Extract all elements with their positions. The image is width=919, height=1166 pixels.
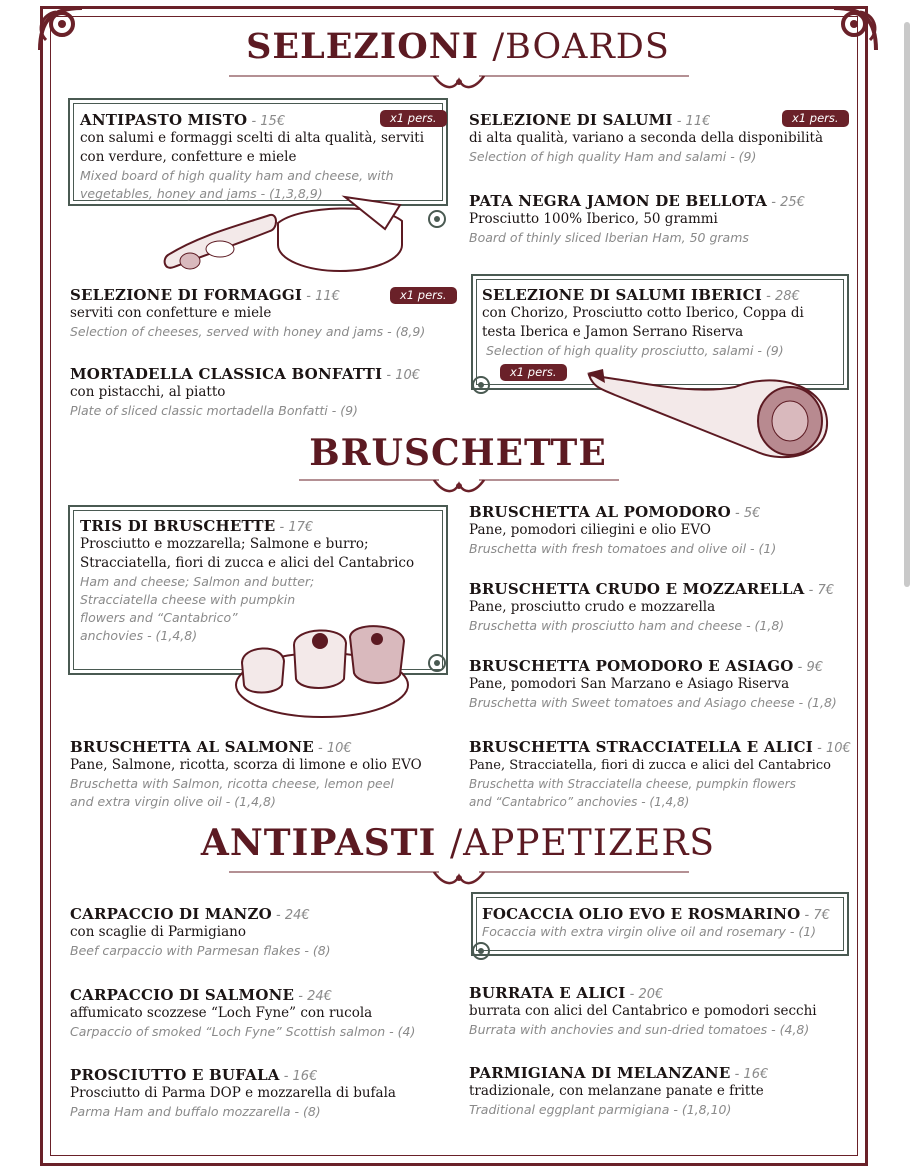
- item-english: Selection of cheeses, served with honey and jams - (8,9): [70, 324, 426, 339]
- item-english: Bruschetta with Sweet tomatoes and Asiago cheese - (1,8): [469, 695, 837, 710]
- item-english: Board of thinly sliced Iberian Ham, 50 grams: [469, 230, 749, 245]
- menu-item-pata-negra: [469, 191, 805, 247]
- item-english: Ham and cheese; Salmon and butter;: [80, 574, 315, 589]
- menu-item-bruschetta-pomodoro: [469, 502, 776, 558]
- menu-item-selezione-formaggi: [70, 285, 425, 341]
- item-english: Bruschetta with Stracciatella cheese, pumpkin flowers: [469, 777, 796, 791]
- item-name: CARPACCIO DI SALMONE: [70, 986, 295, 1004]
- item-price: - 16€: [279, 1069, 318, 1084]
- item-english: Bruschetta with Salmon, ricotta cheese, lemon peel: [70, 776, 394, 791]
- item-english: Carpaccio of smoked “Loch Fyne” Scottish salmon - (4): [70, 1024, 416, 1039]
- per-person-badge: x1 pers.: [782, 110, 849, 127]
- item-name: PARMIGIANA DI MELANZANE: [469, 1064, 731, 1082]
- item-description: Prosciutto e mozzarella; Salmone e burro;: [80, 536, 369, 552]
- item-name: PROSCIUTTO E BUFALA: [70, 1066, 280, 1084]
- item-english: and extra virgin olive oil - (1,4,8): [70, 794, 276, 809]
- item-description: Pane, prosciutto crudo e mozzarella: [469, 599, 716, 615]
- menu-item-bruschetta-asiago: [469, 656, 837, 712]
- item-price: - 28€: [761, 289, 800, 304]
- item-name: TRIS DI BRUSCHETTE: [80, 517, 276, 535]
- item-name: PATA NEGRA JAMON DE BELLOTA: [469, 192, 768, 210]
- section-title-main: BRUSCHETTE: [309, 432, 607, 474]
- item-english: Selection of high quality prosciutto, salami - (9): [486, 343, 784, 358]
- item-description: con salumi e formaggi scelti di alta qualità, serviti: [80, 130, 425, 146]
- per-person-badge: x1 pers.: [500, 364, 567, 381]
- item-english: Mixed board of high quality ham and cheese, with: [80, 168, 394, 183]
- item-price: - 20€: [625, 987, 664, 1002]
- item-price: - 11€: [302, 289, 340, 304]
- item-english: flowers and “Cantabrico”: [80, 610, 238, 625]
- box-swirl-ornament-icon: [468, 372, 494, 398]
- item-name: BRUSCHETTA POMODORO E ASIAGO: [469, 657, 794, 675]
- item-name: MORTADELLA CLASSICA BONFATTI: [70, 365, 383, 383]
- item-english: Traditional eggplant parmigiana - (1,8,10): [469, 1102, 732, 1117]
- item-description: con verdure, confetture e miele: [80, 149, 297, 165]
- item-description: affumicato scozzese “Loch Fyne” con rucola: [70, 1005, 373, 1021]
- item-description: con scaglie di Parmigiano: [70, 924, 246, 940]
- item-name: BRUSCHETTA CRUDO E MOZZARELLA: [469, 580, 805, 598]
- menu-item-carpaccio-manzo: [70, 904, 331, 960]
- menu-item-burrata-alici: [469, 983, 817, 1039]
- scrollbar-thumb[interactable]: [904, 22, 910, 587]
- item-description: con Chorizo, Prosciutto cotto Iberico, Coppa di: [482, 305, 804, 321]
- menu-item-focaccia: [482, 904, 830, 941]
- menu-item-carpaccio-salmone: [70, 985, 415, 1041]
- item-description: di alta qualità, variano a seconda della disponibilità: [469, 130, 824, 146]
- item-description: serviti con confetture e miele: [70, 305, 272, 321]
- item-price: - 10€: [813, 741, 851, 756]
- item-english: vegetables, honey and jams - (1,3,8,9): [80, 186, 323, 201]
- box-swirl-ornament-icon: [468, 938, 494, 964]
- per-person-badge: x1 pers.: [390, 287, 457, 304]
- item-name: SELEZIONE DI FORMAGGI: [70, 286, 303, 304]
- box-swirl-ornament-icon: [424, 650, 450, 676]
- box-swirl-ornament-icon: [424, 206, 450, 232]
- section-title-appetizers: [60, 822, 856, 864]
- item-description: Stracciatella, fiori di zucca e alici del Cantabrico: [80, 555, 415, 571]
- item-price: - 24€: [271, 908, 310, 923]
- item-price: - 25€: [767, 195, 805, 210]
- item-name: SELEZIONE DI SALUMI IBERICI: [482, 286, 762, 304]
- item-price: - 7€: [800, 908, 830, 923]
- per-person-badge: x1 pers.: [380, 110, 447, 127]
- item-description: tradizionale, con melanzane panate e fritte: [469, 1083, 764, 1099]
- divider-flourish-icon: [209, 474, 709, 496]
- salami-cheese-illustration-icon: [160, 185, 420, 275]
- menu-item-prosciutto-bufala: [70, 1065, 396, 1121]
- item-description: Pane, pomodori ciliegini e olio EVO: [469, 522, 711, 538]
- menu-item-selezione-salumi: [469, 110, 823, 166]
- item-price: - 9€: [793, 660, 824, 675]
- item-name: SELEZIONE DI SALUMI: [469, 111, 673, 129]
- item-english: Bruschetta with fresh tomatoes and olive oil - (1): [469, 541, 777, 556]
- item-name: BRUSCHETTA AL SALMONE: [70, 738, 314, 756]
- item-english: Stracciatella cheese with pumpkin: [80, 592, 296, 607]
- menu-item-mortadella: [70, 364, 420, 420]
- menu-item-salumi-iberici: [482, 285, 804, 360]
- item-english: anchovies - (1,4,8): [80, 628, 198, 643]
- item-description: testa Iberica e Jamon Serrano Riserva: [482, 324, 744, 340]
- item-english: Plate of sliced classic mortadella Bonfatti - (9): [70, 403, 358, 418]
- item-description: Pane, Salmone, ricotta, scorza di limone e olio EVO: [70, 757, 422, 773]
- item-name: FOCACCIA OLIO EVO E ROSMARINO: [482, 905, 801, 923]
- section-title-boards: [60, 26, 856, 67]
- item-price: - 16€: [730, 1067, 769, 1082]
- item-price: - 17€: [275, 520, 314, 535]
- divider-flourish-icon: [209, 70, 709, 92]
- item-english: Selection of high quality Ham and salami - (9): [469, 149, 757, 164]
- item-price: - 5€: [730, 506, 761, 521]
- item-description: Prosciutto 100% Iberico, 50 grammi: [469, 211, 718, 227]
- bruschette-plate-illustration-icon: [232, 615, 412, 720]
- item-price: - 10€: [382, 368, 421, 383]
- section-title-main: SELEZIONI: [246, 26, 480, 67]
- item-name: BRUSCHETTA STRACCIATELLA E ALICI: [469, 738, 814, 756]
- menu-item-bruschetta-stracciatella: [469, 737, 851, 811]
- section-title-main: ANTIPASTI: [200, 822, 437, 864]
- item-description: Prosciutto di Parma DOP e mozzarella di bufala: [70, 1085, 396, 1101]
- menu-item-parmigiana: [469, 1063, 768, 1119]
- item-english: Parma Ham and buffalo mozzarella - (8): [70, 1104, 321, 1119]
- item-english: Bruschetta with prosciutto ham and cheese - (1,8): [469, 618, 785, 633]
- item-price: - 15€: [247, 114, 286, 129]
- section-title-bruschette: [60, 432, 856, 474]
- item-name: CARPACCIO DI MANZO: [70, 905, 272, 923]
- item-english: Focaccia with extra virgin olive oil and rosemary - (1): [482, 924, 817, 939]
- item-name: BURRATA E ALICI: [469, 984, 626, 1002]
- item-name: BRUSCHETTA AL POMODORO: [469, 503, 731, 521]
- section-title-sub: /APPETIZERS: [449, 823, 716, 864]
- item-price: - 7€: [804, 583, 835, 598]
- item-name: ANTIPASTO MISTO: [80, 111, 248, 129]
- divider-flourish-icon: [209, 866, 709, 888]
- item-description: burrata con alici del Cantabrico e pomodori secchi: [469, 1003, 817, 1019]
- item-english: and “Cantabrico” anchovies - (1,4,8): [469, 795, 690, 809]
- item-description: con pistacchi, al piatto: [70, 384, 226, 400]
- item-english: Beef carpaccio with Parmesan flakes - (8): [70, 943, 331, 958]
- item-description: Pane, Stracciatella, fiori di zucca e alici del Cantabrico: [469, 758, 831, 773]
- section-title-sub: /BOARDS: [492, 27, 670, 67]
- item-english: Burrata with anchovies and sun-dried tomatoes - (4,8): [469, 1022, 810, 1037]
- item-price: - 11€: [672, 114, 711, 129]
- menu-item-bruschetta-salmone: [70, 737, 422, 811]
- item-price: - 10€: [313, 741, 352, 756]
- menu-item-bruschetta-crudo: [469, 579, 834, 635]
- item-price: - 24€: [294, 989, 332, 1004]
- item-description: Pane, pomodori San Marzano e Asiago Riserva: [469, 676, 790, 692]
